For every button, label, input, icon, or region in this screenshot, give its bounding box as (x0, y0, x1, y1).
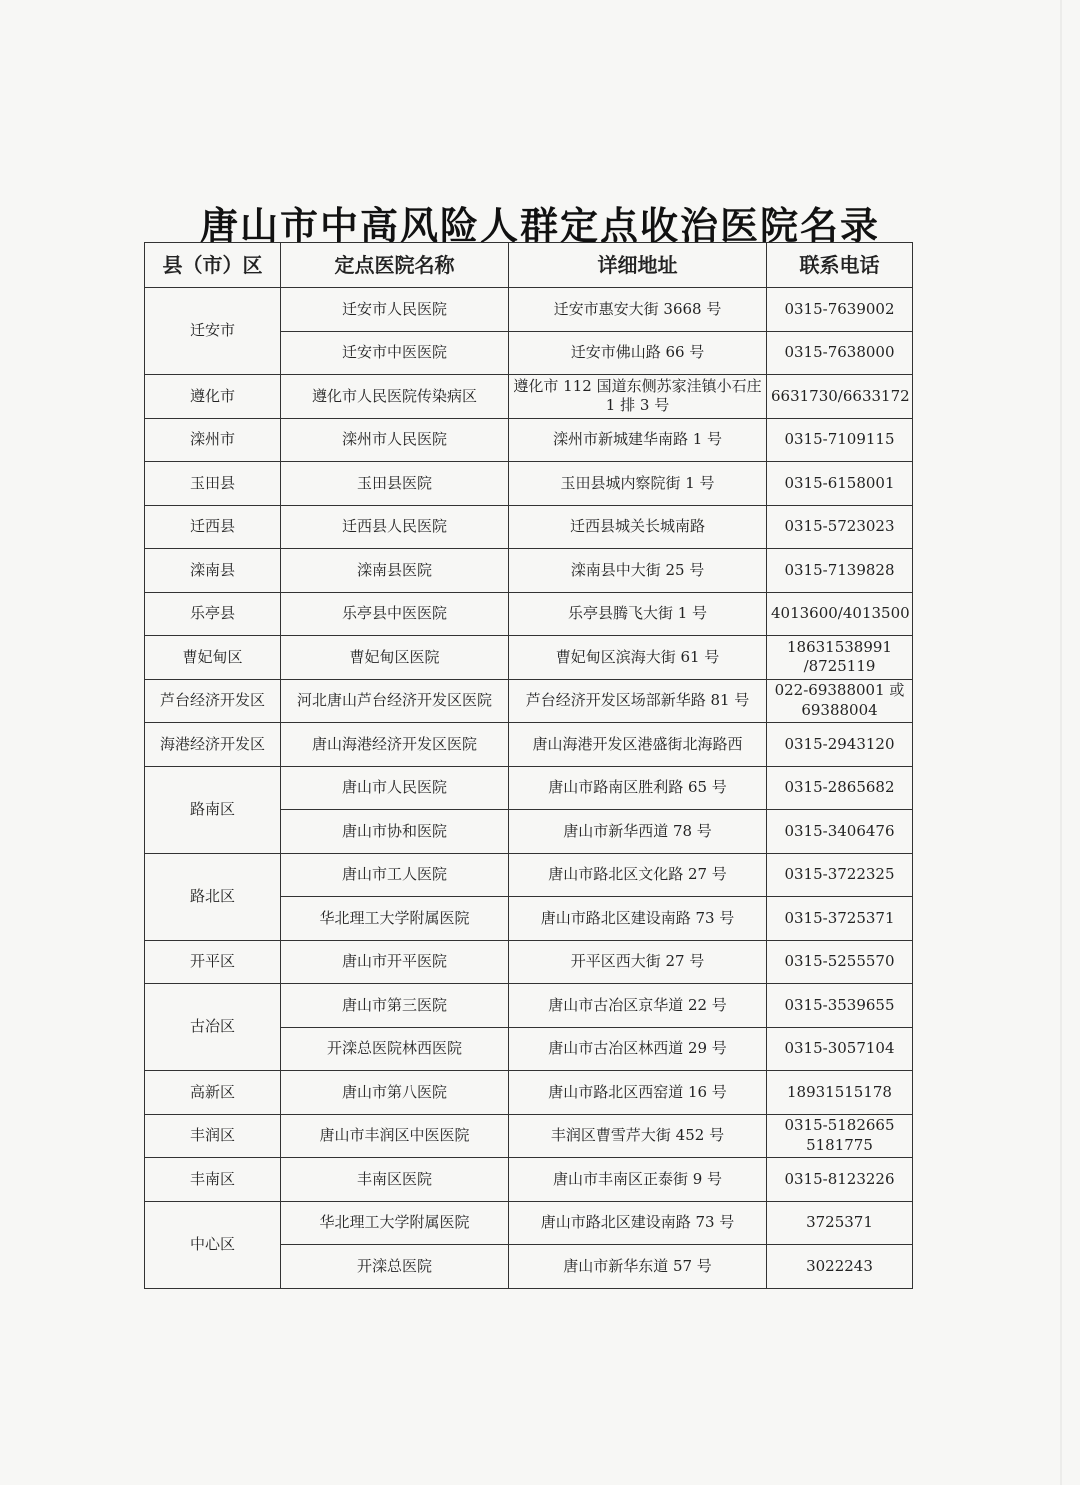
address-cell: 唐山海港开发区港盛街北海路西 (509, 723, 767, 767)
hospital-name-cell: 遵化市人民医院传染病区 (281, 375, 509, 419)
hospital-name-cell: 迁西县人民医院 (281, 505, 509, 549)
address-cell: 唐山市路北区文化路 27 号 (509, 853, 767, 897)
district-cell: 高新区 (145, 1071, 281, 1115)
hospital-name-cell: 开滦总医院 (281, 1245, 509, 1289)
phone-cell: 3022243 (767, 1245, 913, 1289)
table-row (145, 418, 913, 462)
district-cell: 迁安市 (145, 288, 281, 375)
hospital-name-cell: 唐山市协和医院 (281, 810, 509, 854)
phone-cell: 3725371 (767, 1201, 913, 1245)
table-row (145, 375, 913, 419)
hospital-name-cell: 迁安市中医医院 (281, 331, 509, 375)
address-cell: 唐山市路北区西窑道 16 号 (509, 1071, 767, 1115)
header-phone: 联系电话 (767, 243, 913, 288)
table-row (145, 592, 913, 636)
phone-cell: 0315-3057104 (767, 1027, 913, 1071)
address-cell: 迁安市惠安大街 3668 号 (509, 288, 767, 332)
district-cell: 玉田县 (145, 462, 281, 506)
phone-cell: 0315-2943120 (767, 723, 913, 767)
table-row (145, 853, 913, 897)
address-cell: 曹妃甸区滨海大街 61 号 (509, 636, 767, 680)
address-cell: 唐山市路南区胜利路 65 号 (509, 766, 767, 810)
phone-cell: 0315-7639002 (767, 288, 913, 332)
table-row (145, 766, 913, 810)
phone-cell: 0315-2865682 (767, 766, 913, 810)
hospital-name-cell: 华北理工大学附属医院 (281, 1201, 509, 1245)
hospital-name-cell: 唐山市人民医院 (281, 766, 509, 810)
table-header-row (145, 243, 913, 288)
table-row (145, 723, 913, 767)
address-cell: 迁西县城关长城南路 (509, 505, 767, 549)
phone-cell: 0315-5255570 (767, 940, 913, 984)
phone-cell: 022-69388001 或 69388004 (767, 679, 913, 723)
header-district: 县（市）区 (145, 243, 281, 288)
district-cell: 乐亭县 (145, 592, 281, 636)
address-cell: 唐山市新华西道 78 号 (509, 810, 767, 854)
phone-cell: 0315-3406476 (767, 810, 913, 854)
district-cell: 路北区 (145, 853, 281, 940)
address-cell: 玉田县城内察院街 1 号 (509, 462, 767, 506)
district-cell: 遵化市 (145, 375, 281, 419)
table-row (145, 505, 913, 549)
hospital-name-cell: 华北理工大学附属医院 (281, 897, 509, 941)
table-row (145, 984, 913, 1028)
district-cell: 开平区 (145, 940, 281, 984)
table-row (145, 549, 913, 593)
page-title: 唐山市中高风险人群定点收治医院名录 (199, 203, 880, 249)
hospital-name-cell: 滦州市人民医院 (281, 418, 509, 462)
address-cell: 丰润区曹雪芹大街 452 号 (509, 1114, 767, 1158)
table-row (145, 462, 913, 506)
address-cell: 芦台经济开发区场部新华路 81 号 (509, 679, 767, 723)
phone-cell: 0315-5182665 5181775 (767, 1114, 913, 1158)
district-cell: 迁西县 (145, 505, 281, 549)
table-row (145, 288, 913, 332)
address-cell: 唐山市路北区建设南路 73 号 (509, 897, 767, 941)
address-cell: 遵化市 112 国道东侧苏家洼镇小石庄 1 排 3 号 (509, 375, 767, 419)
address-cell: 滦南县中大街 25 号 (509, 549, 767, 593)
phone-cell: 18631538991 /8725119 (767, 636, 913, 680)
hospital-name-cell: 丰南区医院 (281, 1158, 509, 1202)
table-row (145, 940, 913, 984)
hospital-name-cell: 唐山市开平医院 (281, 940, 509, 984)
hospital-name-cell: 乐亭县中医医院 (281, 592, 509, 636)
hospital-name-cell: 滦南县医院 (281, 549, 509, 593)
table-row (145, 1071, 913, 1115)
phone-cell: 0315-3725371 (767, 897, 913, 941)
district-cell: 芦台经济开发区 (145, 679, 281, 723)
phone-cell: 0315-8123226 (767, 1158, 913, 1202)
district-cell: 丰南区 (145, 1158, 281, 1202)
phone-cell: 0315-7139828 (767, 549, 913, 593)
hospital-name-cell: 迁安市人民医院 (281, 288, 509, 332)
table-row (145, 1158, 913, 1202)
hospital-name-cell: 唐山市工人医院 (281, 853, 509, 897)
phone-cell: 0315-3539655 (767, 984, 913, 1028)
address-cell: 唐山市古冶区林西道 29 号 (509, 1027, 767, 1071)
table-row (145, 636, 913, 680)
phone-cell: 0315-3722325 (767, 853, 913, 897)
phone-cell: 0315-6158001 (767, 462, 913, 506)
district-cell: 曹妃甸区 (145, 636, 281, 680)
hospital-name-cell: 曹妃甸区医院 (281, 636, 509, 680)
address-cell: 唐山市丰南区正泰街 9 号 (509, 1158, 767, 1202)
hospital-name-cell: 河北唐山芦台经济开发区医院 (281, 679, 509, 723)
address-cell: 乐亭县腾飞大街 1 号 (509, 592, 767, 636)
district-cell: 中心区 (145, 1201, 281, 1288)
table-row (145, 1201, 913, 1245)
hospital-name-cell: 唐山海港经济开发区医院 (281, 723, 509, 767)
table-body (145, 288, 913, 1289)
hospital-name-cell: 玉田县医院 (281, 462, 509, 506)
phone-cell: 4013600/4013500 (767, 592, 913, 636)
district-cell: 滦州市 (145, 418, 281, 462)
district-cell: 路南区 (145, 766, 281, 853)
district-cell: 滦南县 (145, 549, 281, 593)
phone-cell: 0315-5723023 (767, 505, 913, 549)
header-address: 详细地址 (509, 243, 767, 288)
table-row (145, 1114, 913, 1158)
phone-cell: 0315-7109115 (767, 418, 913, 462)
district-cell: 丰润区 (145, 1114, 281, 1158)
hospital-name-cell: 唐山市第三医院 (281, 984, 509, 1028)
address-cell: 唐山市古冶区京华道 22 号 (509, 984, 767, 1028)
phone-cell: 18931515178 (767, 1071, 913, 1115)
address-cell: 滦州市新城建华南路 1 号 (509, 418, 767, 462)
address-cell: 迁安市佛山路 66 号 (509, 331, 767, 375)
phone-cell: 0315-7638000 (767, 331, 913, 375)
table-row (145, 679, 913, 723)
header-hospital: 定点医院名称 (281, 243, 509, 288)
address-cell: 唐山市新华东道 57 号 (509, 1245, 767, 1289)
address-cell: 唐山市路北区建设南路 73 号 (509, 1201, 767, 1245)
district-cell: 海港经济开发区 (145, 723, 281, 767)
address-cell: 开平区西大街 27 号 (509, 940, 767, 984)
hospital-table (144, 242, 913, 1289)
hospital-name-cell: 开滦总医院林西医院 (281, 1027, 509, 1071)
hospital-name-cell: 唐山市第八医院 (281, 1071, 509, 1115)
hospital-name-cell: 唐山市丰润区中医医院 (281, 1114, 509, 1158)
phone-cell: 6631730/6633172 (767, 375, 913, 419)
district-cell: 古冶区 (145, 984, 281, 1071)
